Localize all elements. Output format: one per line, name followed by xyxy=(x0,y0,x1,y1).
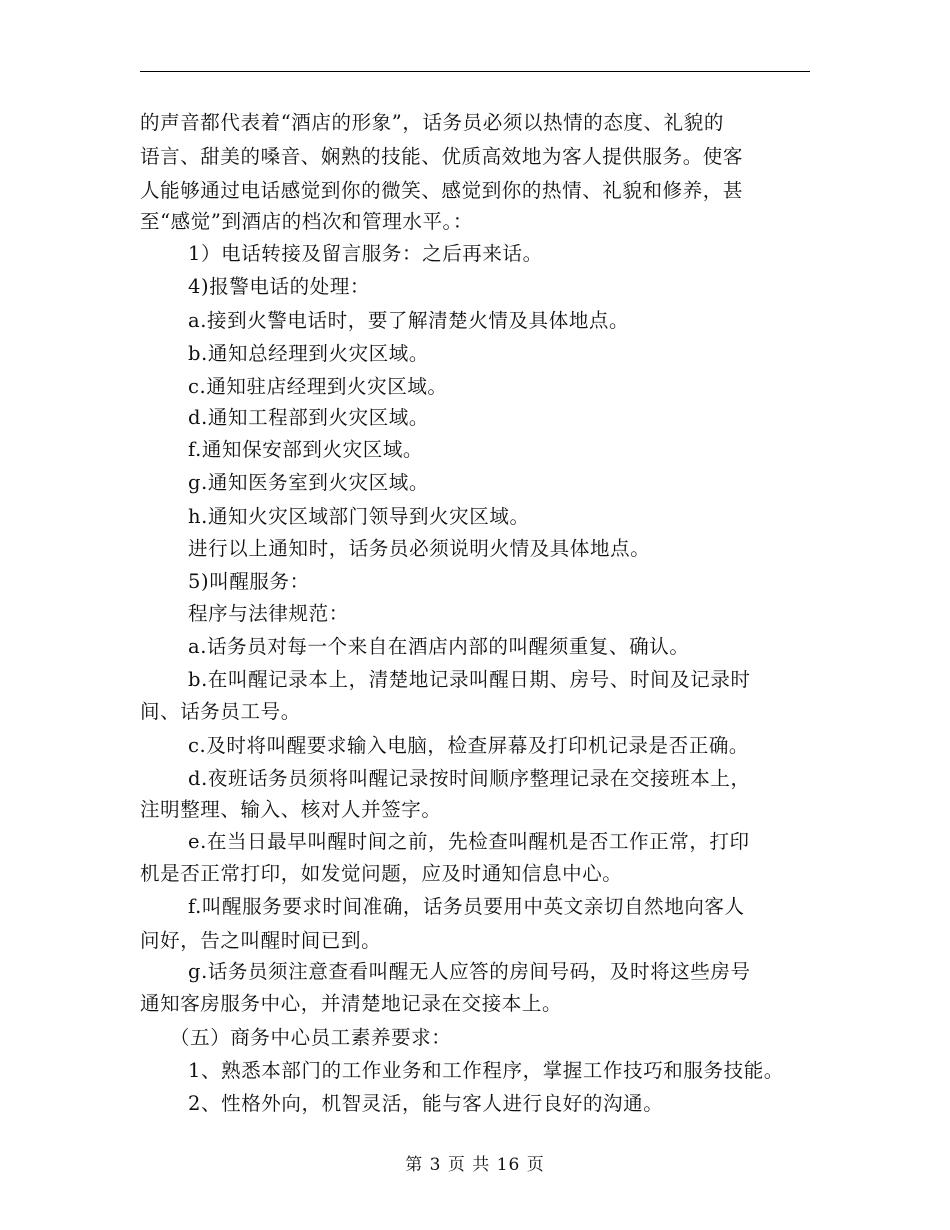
list-item-continuation: 注明整理、输入、核对人并签字。 xyxy=(140,798,442,821)
list-item-continuation: 机是否正常打印，如发觉问题，应及时通知信息中心。 xyxy=(140,862,623,885)
paragraph-line: 语言、甜美的嗓音、娴熟的技能、优质高效地为客人提供服务。使客 xyxy=(140,145,744,168)
section-heading: 4)报警电话的处理： xyxy=(188,275,371,298)
list-item: h.通知火灾区域部门领导到火灾区域。 xyxy=(188,505,530,528)
list-item: g.通知医务室到火灾区域。 xyxy=(188,471,429,494)
paragraph-line: 程序与法律规范： xyxy=(188,602,349,625)
list-item: g.话务员须注意查看叫醒无人应答的房间号码，及时将这些房号 xyxy=(188,960,751,983)
list-item: c.及时将叫醒要求输入电脑，检查屏幕及打印机记录是否正确。 xyxy=(188,734,750,757)
list-item: b.通知总经理到火灾区域。 xyxy=(188,342,429,365)
section-item: 1）电话转接及留言服务：之后再来话。 xyxy=(188,242,543,265)
header-rule xyxy=(140,71,810,72)
list-item: f.通知保安部到火灾区域。 xyxy=(188,438,424,461)
list-item: f.叫醒服务要求时间准确，话务员要用中英文亲切自然地向客人 xyxy=(188,895,745,918)
page-number-footer: 第 3 页 共 16 页 xyxy=(405,1155,545,1175)
paragraph-line: 进行以上通知时，话务员必须说明火情及具体地点。 xyxy=(188,537,651,560)
paragraph-line: 至“感觉”到酒店的档次和管理水平。： xyxy=(140,210,473,233)
section-heading: （五）商务中心员工素养要求： xyxy=(170,1026,452,1049)
list-item: d.夜班话务员须将叫醒记录按时间顺序整理记录在交接班本上， xyxy=(188,767,751,790)
list-item-continuation: 间、话务员工号。 xyxy=(140,700,301,723)
paragraph-line: 人能够通过电话感觉到你的微笑、感觉到你的热情、礼貌和修养，甚 xyxy=(140,179,744,202)
list-item: c.通知驻店经理到火灾区域。 xyxy=(188,375,448,398)
list-item: 2、性格外向，机智灵活，能与客人进行良好的沟通。 xyxy=(188,1092,664,1115)
list-item-continuation: 问好，告之叫醒时间已到。 xyxy=(140,929,382,952)
list-item-continuation: 通知客房服务中心，并清楚地记录在交接本上。 xyxy=(140,992,563,1015)
list-item: a.话务员对每一个来自在酒店内部的叫醒须重复、确认。 xyxy=(188,635,690,658)
list-item: d.通知工程部到火灾区域。 xyxy=(188,406,429,429)
list-item: 1、熟悉本部门的工作业务和工作程序，掌握工作技巧和服务技能。 xyxy=(188,1059,784,1082)
list-item: a.接到火警电话时，要了解清楚火情及具体地点。 xyxy=(188,309,630,332)
list-item: b.在叫醒记录本上，清楚地记录叫醒日期、房号、时间及记录时 xyxy=(188,668,751,691)
section-heading: 5)叫醒服务： xyxy=(188,570,310,593)
paragraph-line: 的声音都代表着“酒店的形象”，话务员必须以热情的态度、礼貌的 xyxy=(140,111,724,134)
list-item: e.在当日最早叫醒时间之前，先检查叫醒机是否工作正常，打印 xyxy=(188,830,750,853)
